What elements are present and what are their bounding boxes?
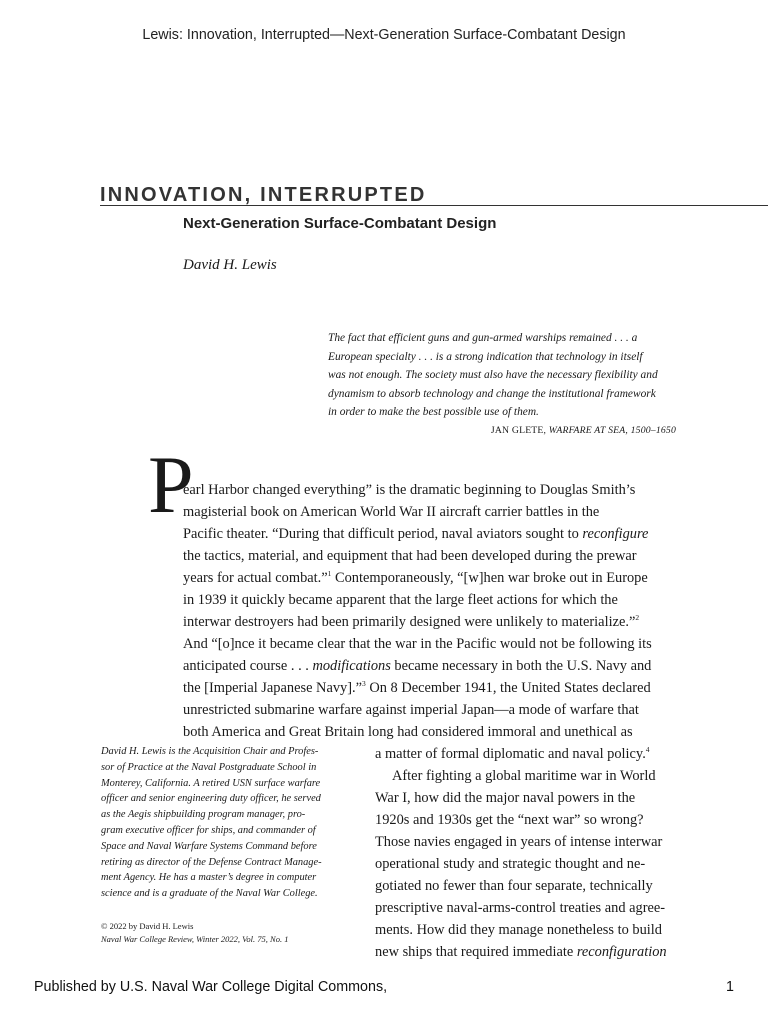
body-line: magisterial book on American World War II aircraft carrier battles in the — [183, 504, 600, 520]
bio-line: gram executive officer for ships, and commander of — [101, 824, 316, 836]
body-line: After fighting a global maritime war in World — [392, 768, 656, 784]
page-number: 1 — [726, 979, 734, 995]
footnote-marker: 4 — [645, 745, 650, 754]
body-line: Those navies engaged in years of intense interwar — [375, 834, 663, 850]
body-line: prescriptive naval-arms-control treaties and agree- — [375, 900, 666, 916]
bio-line: Space and Naval Warfare Systems Command before — [101, 840, 317, 852]
author-bio — [101, 744, 363, 902]
body-line: operational study and strategic thought and ne- — [375, 856, 646, 872]
epigraph-source-author: JAN GLETE, — [490, 425, 549, 436]
body-line: gotiated no fewer than four separate, technically — [375, 878, 653, 894]
body-line: the tactics, material, and equipment that had been developed during the prewar — [183, 548, 637, 564]
body-line: in 1939 it quickly became apparent that the large fleet actions for which the — [183, 592, 618, 608]
body-line: the [Imperial Japanese Navy].”$^3$ On 8 December 1941, the United States declared — [183, 679, 651, 696]
bio-line: officer and senior engineering duty officer, he served — [101, 793, 321, 805]
epigraph-line: European specialty . . . is a strong indication that technology in itself — [328, 350, 643, 363]
footnote-marker: 1 — [327, 569, 332, 578]
footer-publisher: Published by U.S. Naval War College Digital Commons, — [34, 979, 388, 995]
epigraph-line: in order to make the best possible use of them. — [328, 406, 539, 419]
body-line: unrestricted submarine warfare against imperial Japan—a mode of warfare that — [183, 702, 639, 718]
body-line: earl Harbor changed everything” is the dramatic beginning to Douglas Smith’s — [183, 482, 636, 498]
journal-citation: Naval War College Review, Winter 2022, Vol. 75, No. 1 — [101, 934, 289, 944]
epigraph — [328, 329, 694, 422]
body-line: years for actual combat.”$^1$ Contemporaneously, “[w]hen war broke out in Europe — [183, 569, 648, 586]
footnote-marker: 2 — [635, 613, 640, 622]
bio-line: as the Aegis shipbuilding program manager, pro- — [101, 809, 306, 821]
copyright-block — [101, 920, 288, 946]
bio-line: retiring as director of the Defense Contract Manage- — [101, 856, 322, 868]
epigraph-line: The fact that efficient guns and gun-armed warships remained . . . a — [328, 332, 638, 344]
bio-line: Monterey, California. A retired USN surface warfare — [101, 777, 321, 789]
article-title: INNOVATION, INTERRUPTED — [100, 184, 427, 206]
bio-line: David H. Lewis is the Acquisition Chair and Profes- — [101, 746, 319, 757]
epigraph-source-title: WARFARE AT SEA, 1500–1650 — [548, 425, 676, 436]
bio-line: ment Agency. He has a master’s degree in computer — [101, 872, 317, 884]
footnote-marker: 3 — [362, 679, 366, 688]
epigraph-line: dynamism to absorb technology and change the institutional framework — [328, 387, 656, 400]
epigraph-source — [328, 425, 676, 436]
body-line: anticipated course . . . modifications became necessary in both the U.S. Navy and — [183, 658, 652, 674]
body-line: 1920s and 1930s get the “next war” so wrong? — [375, 812, 644, 828]
article-author: David H. Lewis — [183, 257, 277, 273]
body-line: a matter of formal diplomatic and naval policy.$^4$ — [375, 745, 650, 762]
body-line: And “[o]nce it became clear that the war in the Pacific would not be following its — [183, 636, 652, 652]
copyright-line: © 2022 by David H. Lewis — [101, 921, 194, 931]
running-head: Lewis: Innovation, Interrupted—Next-Generation Surface-Combatant Design — [142, 27, 626, 43]
body-line: ments. How did they manage nonetheless to build — [375, 922, 662, 938]
body-line: Pacific theater. “During that difficult period, naval aviators sought to reconfigure — [183, 526, 649, 542]
body-line: new ships that required immediate reconfiguration — [375, 944, 667, 960]
body-line: both America and Great Britain long had considered immoral and unethical as — [183, 724, 633, 740]
article-subtitle: Next-Generation Surface-Combatant Design — [183, 215, 497, 232]
bio-line: science and is a graduate of the Naval War College. — [101, 888, 318, 900]
body-line: War I, how did the major naval powers in the — [375, 790, 636, 806]
body-line: interwar destroyers had been primarily designed were unlikely to materialize.”$^2$ — [183, 613, 640, 630]
epigraph-line: was not enough. The society must also have the necessary flexibility and — [328, 369, 658, 382]
drop-cap: P — [148, 439, 194, 530]
bio-line: sor of Practice at the Naval Postgraduate School in — [101, 761, 317, 773]
